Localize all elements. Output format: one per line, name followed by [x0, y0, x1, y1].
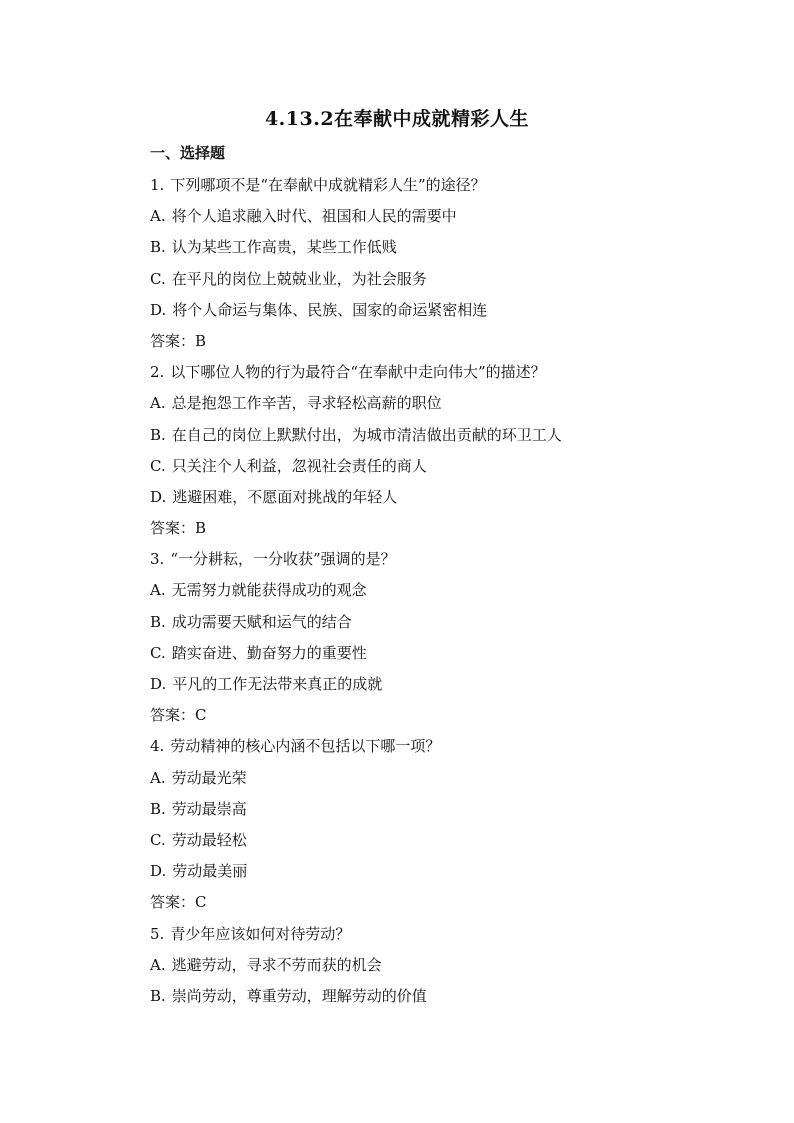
question-list	[150, 170, 750, 1012]
answer-4	[150, 887, 750, 918]
option-text: 崇尚劳动，尊重劳动，理解劳动的价值	[171, 986, 427, 1005]
answer-value: B	[195, 519, 207, 538]
option-label: B.	[150, 425, 166, 444]
option-text: 劳动最崇高	[171, 799, 247, 818]
option-5b	[150, 981, 750, 1012]
option-label: C.	[150, 269, 166, 288]
question-number: 4.	[150, 737, 165, 756]
answer-label: 答案：	[150, 519, 196, 538]
question-2	[150, 357, 750, 388]
option-label: A.	[150, 955, 166, 974]
option-2b	[150, 420, 750, 451]
question-3	[150, 544, 750, 575]
option-text: 逃避困难，不愿面对挑战的年轻人	[172, 487, 398, 506]
document-title: 4.13.2在奉献中成就精彩人生	[264, 108, 530, 130]
option-text: 认为某些工作高贵，某些工作低贱	[171, 238, 397, 257]
option-label: D.	[150, 487, 167, 506]
option-3a	[150, 575, 750, 606]
option-3d	[150, 669, 750, 700]
answer-label: 答案：	[150, 706, 196, 725]
answer-value: B	[195, 331, 207, 350]
option-3c	[150, 638, 750, 669]
option-text: 平凡的工作无法带来真正的成就	[172, 675, 383, 693]
option-label: C.	[150, 643, 166, 662]
option-label: B.	[150, 238, 166, 257]
section-heading: 一、选择题	[150, 144, 226, 162]
option-label: B.	[150, 986, 166, 1005]
option-text: 劳动最美丽	[172, 862, 248, 881]
answer-value: C	[195, 893, 207, 912]
option-4a	[150, 763, 750, 794]
option-label: B.	[150, 612, 166, 631]
option-3b	[150, 607, 750, 638]
option-label: D.	[150, 862, 167, 881]
option-text: 总是抱怨工作辛苦，寻求轻松高薪的职位	[171, 394, 442, 413]
option-2a	[150, 388, 750, 419]
answer-value: C	[195, 706, 207, 725]
option-1c	[150, 264, 750, 295]
option-text: 成功需要天赋和运气的结合	[171, 612, 352, 631]
option-text: 劳动最轻松	[171, 830, 247, 849]
option-label: C.	[150, 830, 166, 849]
question-1	[150, 170, 750, 201]
answer-3	[150, 700, 750, 731]
question-text: 劳动精神的核心内涵不包括以下哪一项？	[170, 737, 441, 756]
option-4b	[150, 794, 750, 825]
question-text: 青少年应该如何对待劳动？	[170, 924, 351, 943]
option-text: 踏实奋进、勤奋努力的重要性	[171, 643, 367, 662]
option-1b	[150, 232, 750, 263]
option-text: 逃避劳动，寻求不劳而获的机会	[171, 955, 382, 974]
question-text: 下列哪项不是“在奉献中成就精彩人生”的途径？	[170, 176, 486, 194]
option-2c	[150, 451, 750, 482]
option-text: 无需努力就能获得成功的观念	[171, 581, 367, 600]
option-1a	[150, 201, 750, 232]
question-number: 2.	[150, 363, 165, 382]
question-5	[150, 919, 750, 950]
question-text: 以下哪位人物的行为最符合“在奉献中走向伟大”的描述？	[170, 363, 546, 382]
answer-1	[150, 326, 750, 357]
option-text: 将个人命运与集体、民族、国家的命运紧密相连	[172, 300, 488, 319]
answer-label: 答案：	[150, 331, 196, 350]
question-4	[150, 731, 750, 762]
option-1d	[150, 295, 750, 326]
option-text: 只关注个人利益，忽视社会责任的商人	[171, 456, 427, 475]
option-label: A.	[150, 207, 166, 226]
answer-2	[150, 513, 750, 544]
option-text: 在自己的岗位上默默付出，为城市清洁做出贡献的环卫工人	[171, 425, 562, 444]
option-4c	[150, 825, 750, 856]
option-label: B.	[150, 799, 166, 818]
question-number: 5.	[150, 924, 165, 943]
option-text: 将个人追求融入时代、祖国和人民的需要中	[171, 207, 457, 226]
option-label: A.	[150, 394, 166, 413]
option-label: A.	[150, 581, 166, 600]
option-text: 劳动最光荣	[171, 768, 247, 787]
option-5a	[150, 950, 750, 981]
option-label: D.	[150, 300, 167, 319]
option-label: C.	[150, 456, 166, 475]
question-text: “一分耕耘，一分收获”强调的是？	[170, 550, 396, 569]
answer-label: 答案：	[150, 893, 196, 912]
option-2d	[150, 482, 750, 513]
option-label: D.	[150, 675, 167, 693]
question-number: 1.	[150, 176, 165, 194]
question-number: 3.	[150, 550, 165, 569]
option-text: 在平凡的岗位上兢兢业业，为社会服务	[171, 269, 427, 288]
option-4d	[150, 856, 750, 887]
option-label: A.	[150, 768, 166, 787]
